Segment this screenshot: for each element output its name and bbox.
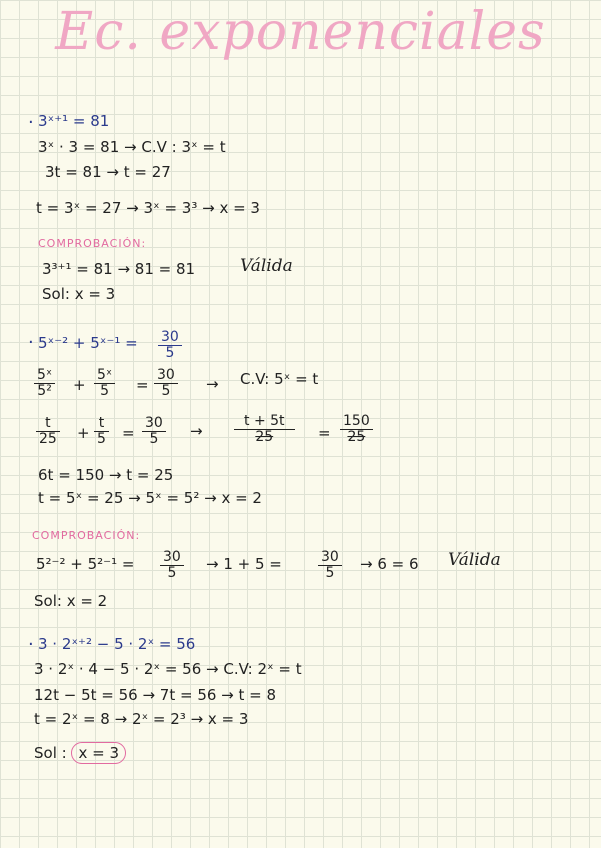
fraction-denominator: 25 xyxy=(255,428,274,445)
fraction-numerator: 30 xyxy=(142,416,166,432)
problem-2-check-left: 5²⁻² + 5²⁻¹ = xyxy=(36,555,135,573)
problem-2-solution: Sol: x = 2 xyxy=(34,592,108,610)
fraction-30-over-5 xyxy=(160,550,184,580)
fraction-numerator: 30 xyxy=(158,330,182,346)
problem-3-line-1: 3 · 2ˣ · 4 − 5 · 2ˣ = 56 → C.V: 2ˣ = t xyxy=(34,660,302,678)
problem-2-line-4: t = 5ˣ = 25 → 5ˣ = 5² → x = 2 xyxy=(38,489,262,507)
fraction-numerator: 5ˣ xyxy=(94,368,115,384)
plus-sign: + xyxy=(77,424,90,442)
fraction-numerator: 150 xyxy=(340,414,373,430)
equals-sign: = xyxy=(122,424,135,442)
fraction-sum xyxy=(234,414,295,444)
bullet: · xyxy=(28,332,34,353)
fraction-denominator: 5 xyxy=(149,430,159,447)
fraction-numerator: t xyxy=(94,416,109,432)
fraction-denominator: 5 xyxy=(100,382,110,399)
problem-2-comprobacion: COMPROBACIÓN: xyxy=(32,529,141,542)
fraction-denominator: 25 xyxy=(347,428,366,445)
fraction-30-over-5 xyxy=(142,416,166,446)
fraction-5x-over-5 xyxy=(94,368,115,398)
problem-2-valida: Válida xyxy=(448,550,501,570)
solution-circled-value: x = 3 xyxy=(71,742,126,764)
fraction-numerator: 30 xyxy=(154,368,178,384)
problem-3-statement: 3 · 2ˣ⁺² − 5 · 2ˣ = 56 xyxy=(38,635,196,653)
fraction-denominator: 5 xyxy=(161,382,171,399)
bullet: · xyxy=(28,112,34,133)
fraction-t-over-25 xyxy=(36,416,60,446)
fraction-denominator: 5 xyxy=(167,564,177,581)
fraction-numerator: t + 5t xyxy=(234,414,295,430)
fraction-numerator: 30 xyxy=(318,550,342,566)
problem-1-solution: Sol: x = 3 xyxy=(42,285,116,303)
fraction-denominator: 5 xyxy=(325,564,335,581)
problem-2-statement-fraction xyxy=(158,330,182,360)
plus-sign: + xyxy=(73,376,86,394)
problem-1-statement: 3ˣ⁺¹ = 81 xyxy=(38,112,110,130)
equals-sign: = xyxy=(318,424,331,442)
arrow: → xyxy=(206,375,219,393)
fraction-denominator: 25 xyxy=(39,430,57,447)
fraction-numerator: 30 xyxy=(160,550,184,566)
problem-3-solution xyxy=(34,746,126,761)
fraction-denominator: 5 xyxy=(165,344,175,361)
problem-1-line-1: 3ˣ · 3 = 81 → C.V : 3ˣ = t xyxy=(38,138,226,156)
problem-3-line-3: t = 2ˣ = 8 → 2ˣ = 2³ → x = 3 xyxy=(34,710,249,728)
fraction-numerator: 5ˣ xyxy=(34,368,55,384)
problem-2-check-mid: → 1 + 5 = xyxy=(206,555,282,573)
problem-2-check-right: → 6 = 6 xyxy=(360,555,419,573)
problem-1-line-2: 3t = 81 → t = 27 xyxy=(45,163,171,181)
change-of-variable: C.V: 5ˣ = t xyxy=(240,370,319,388)
fraction-t-over-5 xyxy=(94,416,109,446)
fraction-30-over-5 xyxy=(154,368,178,398)
fraction-150-over-25 xyxy=(340,414,373,444)
problem-3-line-2: 12t − 5t = 56 → 7t = 56 → t = 8 xyxy=(34,686,277,704)
arrow: → xyxy=(190,422,203,440)
fraction-numerator: t xyxy=(36,416,60,432)
fraction-denominator: 5 xyxy=(97,430,106,447)
fraction-30-over-5 xyxy=(318,550,342,580)
problem-2-statement: 5ˣ⁻² + 5ˣ⁻¹ = xyxy=(38,334,138,352)
problem-1-line-3: t = 3ˣ = 27 → 3ˣ = 3³ → x = 3 xyxy=(36,199,260,217)
fraction-denominator: 5² xyxy=(37,382,52,399)
solution-label: Sol : xyxy=(34,744,67,762)
page-title: Ec. exponenciales xyxy=(55,2,546,62)
bullet: · xyxy=(28,634,34,655)
problem-1-check: 3³⁺¹ = 81 → 81 = 81 xyxy=(42,260,196,278)
problem-2-line-3: 6t = 150 → t = 25 xyxy=(38,466,174,484)
problem-1-valida: Válida xyxy=(240,256,293,276)
equals-sign: = xyxy=(136,376,149,394)
fraction-5x-over-25 xyxy=(34,368,55,398)
problem-1-comprobacion: COMPROBACIÓN: xyxy=(38,237,147,250)
